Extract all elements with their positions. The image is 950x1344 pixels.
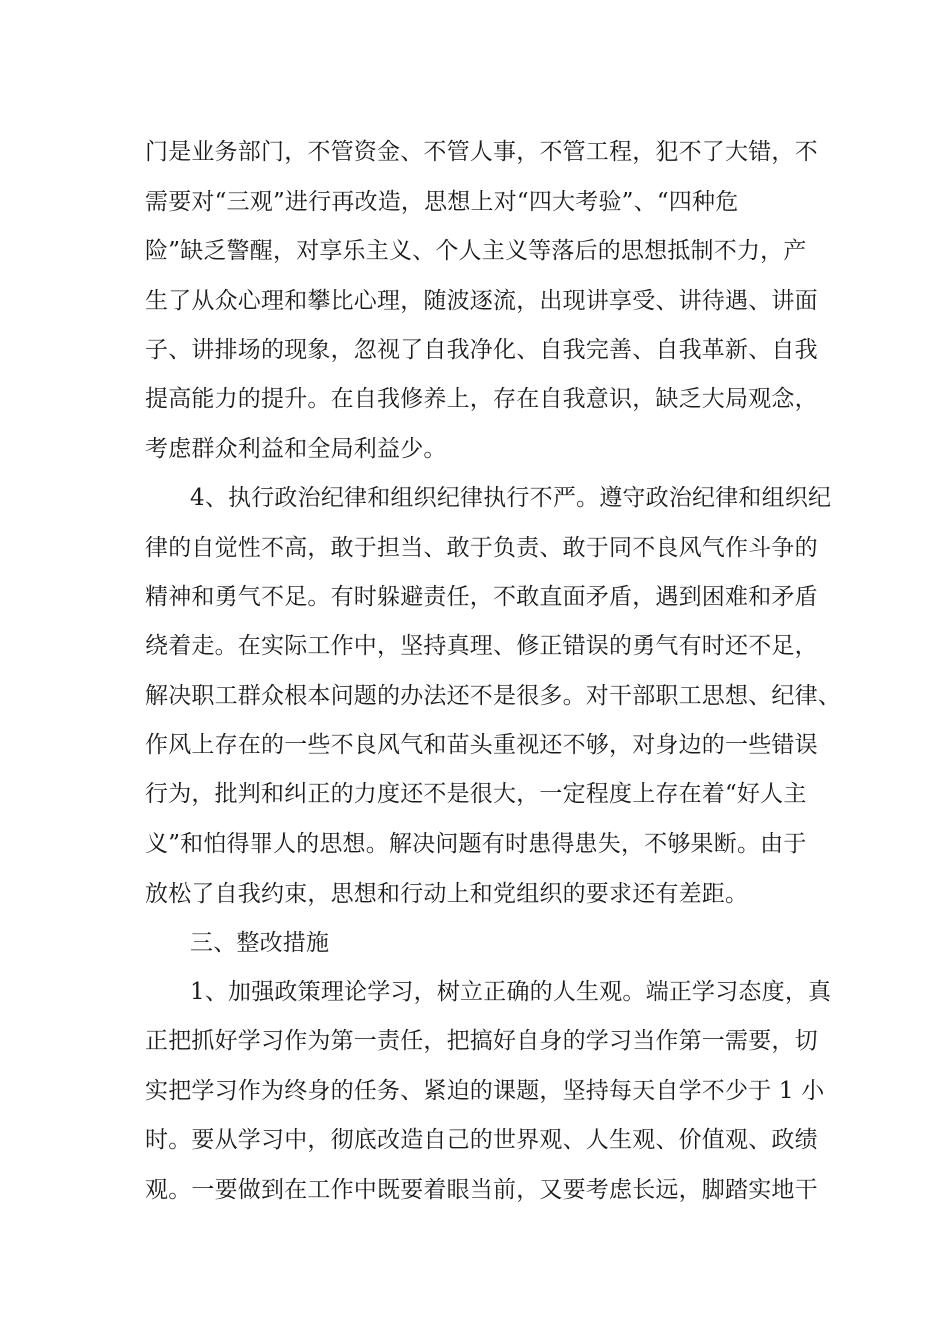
paragraph-line: 需要对“三观”进行再改造，思想上对“四大考验”、“四种危 (145, 189, 739, 215)
paragraph-line: 观。一要做到在工作中既要着眼当前，又要考虑长远，脚踏实地干 (145, 1177, 818, 1203)
paragraph-line: 时。要从学习中，彻底改造自己的世界观、人生观、价值观、政绩 (145, 1127, 818, 1153)
paragraph-line: 律的自觉性不高，敢于担当、敢于负责、敢于同不良风气作斗争的 (145, 535, 818, 561)
paragraph-line: 子、讲排场的现象，忽视了自我净化、自我完善、自我革新、自我 (145, 337, 818, 363)
paragraph-line: 门是业务部门，不管资金、不管人事，不管工程，犯不了大错，不 (145, 139, 818, 165)
section-heading: 三、整改措施 (190, 930, 330, 956)
paragraph-line: 考虑群众利益和全局利益少。 (145, 436, 447, 462)
paragraph-line: 生了从众心理和攀比心理，随波逐流，出现讲享受、讲待遇、讲面 (145, 288, 818, 314)
paragraph-line: 作风上存在的一些不良风气和苗头重视还不够，对身边的一些错误 (145, 732, 818, 758)
paragraph-line: 4、执行政治纪律和组织纪律执行不严。遵守政治纪律和组织纪 (190, 485, 832, 511)
paragraph-line: 解决职工群众根本问题的办法还不是很多。对干部职工思想、纪律、 (145, 683, 841, 709)
paragraph-line: 险”缺乏警醒，对享乐主义、个人主义等落后的思想抵制不力，产 (145, 238, 807, 264)
paragraph-line: 义”和怕得罪人的思想。解决问题有时患得患失，不够果断。由于 (145, 831, 807, 857)
paragraph-line: 1、加强政策理论学习，树立正确的人生观。端正学习态度，真 (190, 979, 832, 1005)
paragraph-line: 行为，批判和纠正的力度还不是很大，一定程度上存在着“好人主 (145, 781, 807, 807)
paragraph-line: 提高能力的提升。在自我修养上，存在自我意识，缺乏大局观念， (145, 386, 818, 412)
paragraph-line: 实把学习作为终身的任务、紧迫的课题，坚持每天自学不少于 1 小 (145, 1078, 825, 1104)
paragraph-line: 正把抓好学习作为第一责任，把搞好自身的学习当作第一需要，切 (145, 1028, 818, 1054)
paragraph-line: 放松了自我约束，思想和行动上和党组织的要求还有差距。 (145, 881, 749, 907)
paragraph-line: 绕着走。在实际工作中，坚持真理、修正错误的勇气有时还不足， (145, 633, 818, 659)
paragraph-line: 精神和勇气不足。有时躲避责任，不敢直面矛盾，遇到困难和矛盾 (145, 584, 818, 610)
